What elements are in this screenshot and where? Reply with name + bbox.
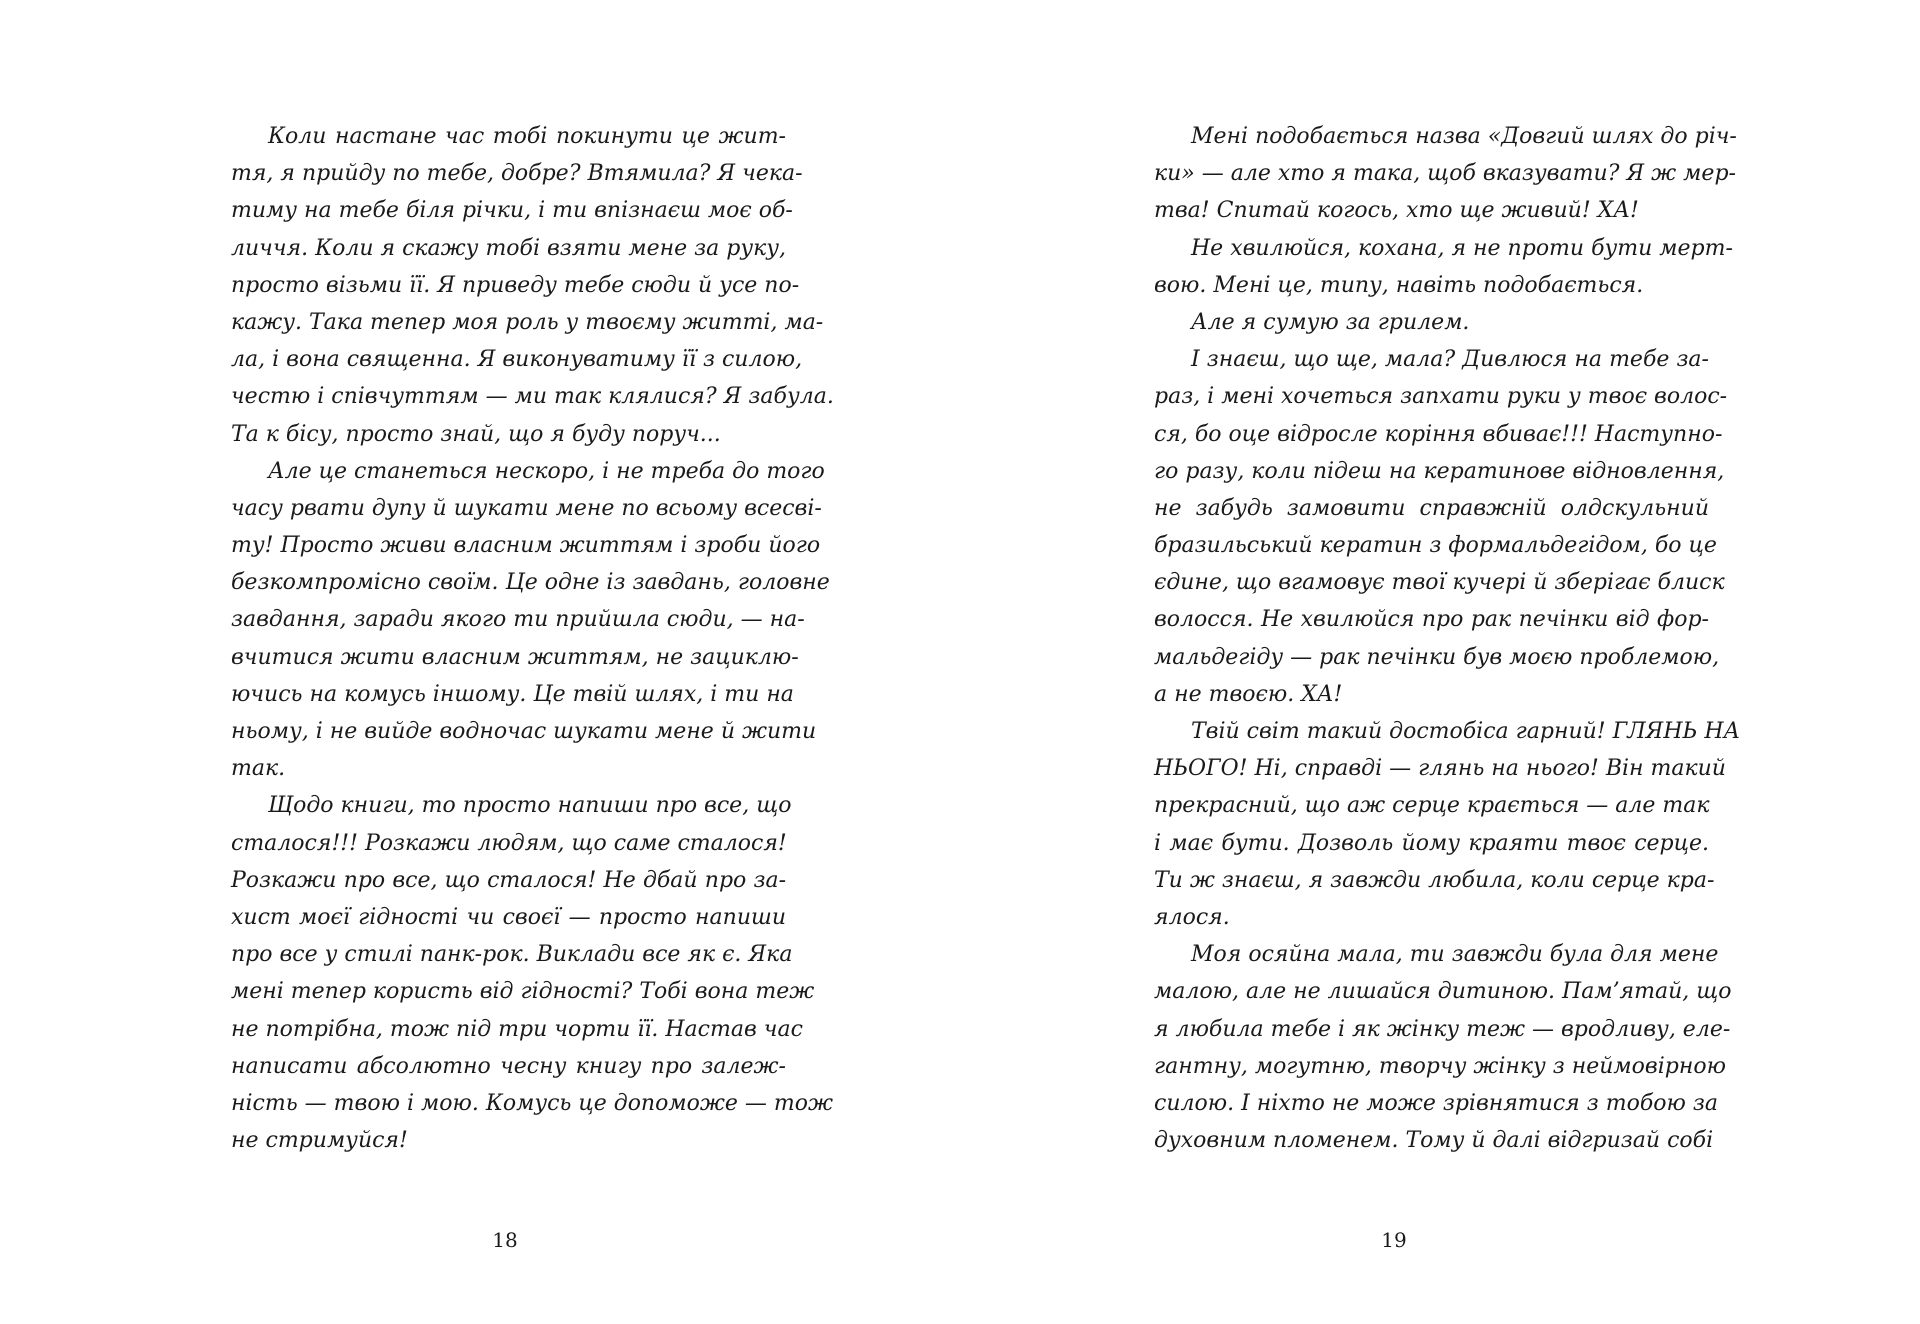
right-page [960, 0, 1920, 1324]
text-line: часу рвати дупу й шукати мене по всьому всесві- [231, 495, 822, 521]
text-line: ту! Просто живи власним життям і зроби його [231, 533, 821, 559]
text-line: Розкажи про все, що сталося! Не дбай про за- [231, 867, 786, 893]
text-line: бразильський кератин з формальдегідом, бо це [1154, 533, 1717, 559]
text-line: а не твоєю. ХА! [1154, 681, 1343, 707]
text-line: про все у стилі панк-рок. Виклади все як є. Яка [231, 942, 793, 968]
text-line: тя, я прийду по тебе, добре? Втямила? Я чека- [231, 161, 803, 187]
text-line: волосся. Не хвилюйся про рак печінки від фор- [1154, 607, 1709, 633]
text-line: написати абсолютно чесну книгу про залеж- [231, 1053, 786, 1079]
text-line: кажу. Така тепер моя роль у твоєму житті, ма- [231, 309, 824, 335]
text-line: І знаєш, що ще, мала? Дивлюся на тебе за- [1191, 347, 1709, 373]
text-line: вчитися жити власним життям, не зациклю- [231, 644, 799, 670]
text-line: вою. Мені це, типу, навіть подобається. [1154, 272, 1644, 298]
right-page-text [1154, 118, 1741, 1159]
left-page-text [231, 118, 834, 1159]
text-line: ність — твою і мою. Комусь це допоможе — тож [231, 1090, 833, 1116]
text-line: хист моєї гідності чи своєї — просто напиши [231, 904, 786, 930]
text-line: Коли настане час тобі покинути це жит- [268, 124, 786, 149]
text-line: малою, але не лишайся дитиною. Пам’ятай, що [1154, 979, 1732, 1005]
text-line: просто візьми її. Я приведу тебе сюди й усе по- [231, 272, 800, 298]
text-line: і має бути. Дозволь йому краяти твоє серце. [1154, 830, 1709, 856]
text-line: НЬОГО! Ні, справді — глянь на нього! Він такий [1154, 756, 1726, 782]
text-line: я любила тебе і як жінку теж — вродливу, еле- [1154, 1016, 1731, 1042]
text-line: Але це станеться нескоро, і не треба до того [268, 458, 825, 484]
text-line: прекрасний, що аж серце крається — але так [1154, 793, 1710, 819]
text-line: го разу, коли підеш на кератинове відновлення, [1154, 458, 1725, 484]
text-line: тиму на тебе біля річки, і ти впізнаєш моє об- [231, 198, 793, 224]
text-line: Ти ж знаєш, я завжди любила, коли серце кра- [1154, 867, 1715, 893]
text-line: єдине, що вгамовує твої кучері й зберігає блиск [1154, 570, 1725, 596]
text-line: силою. І ніхто не може зрівнятися з тобою за [1154, 1090, 1718, 1116]
text-line: так. [231, 756, 286, 782]
text-line: Моя осяйна мала, ти завжди була для мене [1191, 942, 1719, 968]
text-line: личчя. Коли я скажу тобі взяти мене за руку, [231, 235, 787, 261]
text-line: ки» — але хто я така, щоб вказувати? Я ж мер- [1154, 161, 1736, 187]
text-line: ла, і вона священна. Я виконуватиму її з силою, [231, 347, 803, 373]
text-line: Мені подобається назва «Довгий шлях до річ- [1191, 124, 1737, 149]
text-line: тва! Спитай когось, хто ще живий! ХА! [1154, 198, 1639, 224]
text-line: ялося. [1154, 904, 1230, 930]
text-line: Щодо книги, то просто напиши про все, що [268, 793, 792, 819]
text-line: духовним пломенем. Тому й далі відгризай собі [1154, 1128, 1714, 1154]
text-line: честю і співчуттям — ми так клялися? Я забула. [231, 384, 834, 410]
text-line: ньому, і не вийде водночас шукати мене й жити [231, 719, 817, 744]
text-line: мальдегіду — рак печінки був моєю проблемою, [1154, 644, 1720, 670]
text-line: безкомпромісно своїм. Це одне із завдань, головне [231, 570, 830, 596]
text-line: Не хвилюйся, кохана, я не проти бути мерт- [1191, 235, 1733, 261]
text-line: сталося!!! Розкажи людям, що саме сталося! [231, 830, 787, 856]
text-line: Та к бісу, просто знай, що я буду поруч... [231, 421, 721, 447]
page-number: 18 [492, 1228, 518, 1252]
text-line: Але я сумую за грилем. [1191, 309, 1470, 335]
text-line: Твій світ такий достобіса гарний! ГЛЯНЬ НА [1191, 719, 1741, 744]
text-line: завдання, заради якого ти прийшла сюди, — на- [231, 607, 805, 633]
text-line: не забудь замовити справжній олдскульний [1154, 495, 1709, 521]
text-line: не потрібна, тож під три чорти її. Настав час [231, 1016, 803, 1042]
text-line: ся, бо оце відросле коріння вбиває!!! Наступно- [1154, 421, 1723, 447]
text-line: мені тепер користь від гідності? Тобі вона теж [231, 979, 815, 1005]
text-line: ючись на комусь іншому. Це твій шлях, і ти на [231, 681, 794, 707]
text-line: гантну, могутню, творчу жінку з неймовірною [1154, 1053, 1726, 1079]
text-line: раз, і мені хочеться запхати руки у твоє волос- [1154, 384, 1728, 410]
text-line: не стримуйся! [231, 1128, 408, 1154]
page-number: 19 [1381, 1228, 1407, 1252]
